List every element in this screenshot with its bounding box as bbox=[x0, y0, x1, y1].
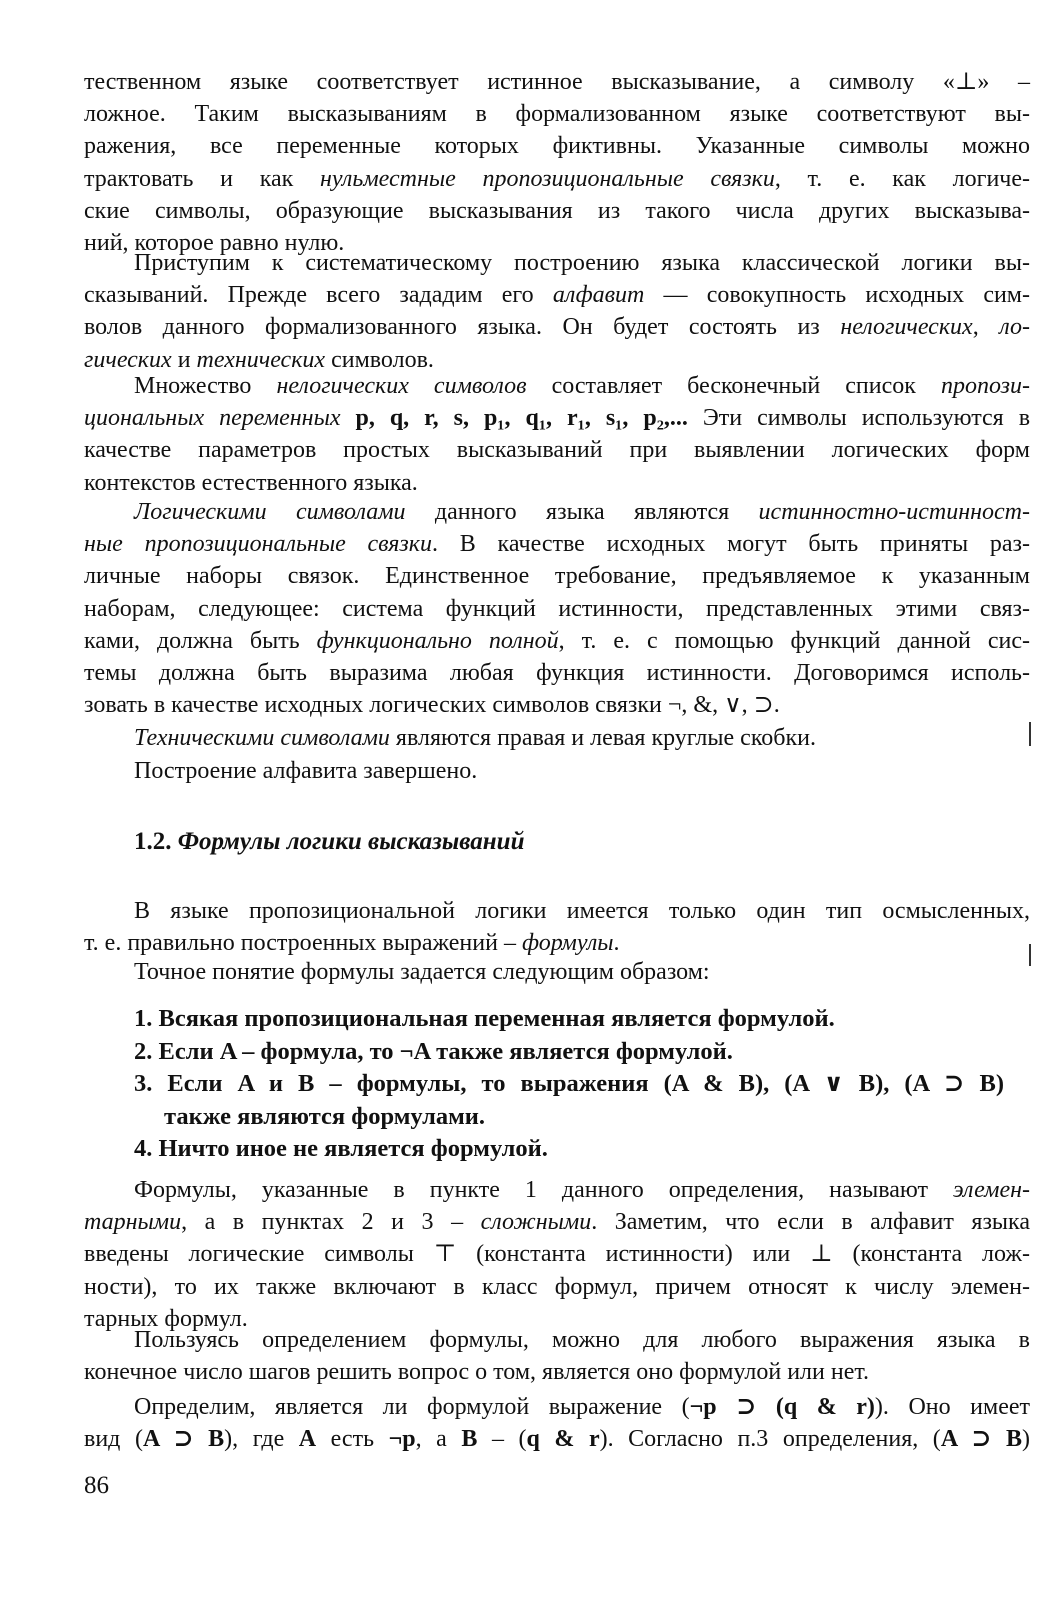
italic-term: Техническими символами bbox=[134, 725, 390, 751]
text-line: конечное число шагов решить вопрос о том, является оно формулой или нет. bbox=[84, 1359, 870, 1386]
text-run: ), где bbox=[224, 1426, 299, 1453]
italic-term: нульместные пропозициональные связки bbox=[320, 165, 775, 192]
text-line bbox=[84, 402, 1030, 434]
italic-term: ло- bbox=[999, 314, 1030, 341]
text-run: ками, должна быть bbox=[84, 627, 317, 654]
text-line bbox=[84, 1391, 1030, 1423]
text-line bbox=[84, 279, 1030, 311]
list-item-text: 4. Ничто иное не является формулой. bbox=[134, 1135, 548, 1162]
text-line bbox=[84, 625, 1030, 657]
italic-term: технических bbox=[196, 346, 326, 373]
text-run: Определим, является ли формулой выражение ( bbox=[134, 1394, 690, 1420]
paragraph-11 bbox=[84, 1391, 1030, 1455]
text-line: темы должна быть выразима любая функция истинности. Договоримся исполь- bbox=[84, 660, 1030, 687]
text-run: – ( bbox=[477, 1426, 527, 1453]
text-run: составляет бесконечный список bbox=[526, 373, 941, 399]
italic-term: функционально полной bbox=[316, 627, 559, 654]
formula: A ⊃ B bbox=[940, 1426, 1023, 1453]
text-run: ). Оно имеет bbox=[874, 1394, 1031, 1420]
text-run: т. е. правильно построенных выражений – bbox=[84, 930, 522, 957]
text-line: ности), то их также включают в класс формул, причем относят к числу элемен- bbox=[84, 1273, 1030, 1300]
variables-list: p, q, r, s, p₁, q₁, r₁, s₁, p₂,... bbox=[355, 405, 688, 432]
text-line bbox=[84, 528, 1030, 560]
text-run: , т. е. с помощью функций данной сис- bbox=[558, 627, 1031, 654]
formula: A ⊃ B bbox=[142, 1426, 225, 1453]
text-line: зовать в качестве исходных логических символов связки ¬, &, ∨, ⊃. bbox=[84, 692, 780, 719]
text-run: ) bbox=[1022, 1426, 1031, 1453]
list-item-text: 1. Всякая пропозициональная переменная является формулой. bbox=[134, 1005, 835, 1032]
text-line bbox=[84, 1206, 1030, 1238]
page-number: 86 bbox=[84, 1472, 109, 1499]
text-run: волов данного формализованного языка. Он будет состоять из bbox=[84, 314, 841, 341]
text-run: , а bbox=[415, 1426, 462, 1453]
italic-term: сложными bbox=[480, 1209, 592, 1236]
text-line: ражения, все переменные которых фиктивны. Указанные символы можно bbox=[84, 133, 1030, 160]
text-run: символов. bbox=[325, 346, 434, 373]
text-line bbox=[84, 1174, 1030, 1206]
formula: B bbox=[461, 1426, 478, 1453]
text-run: и bbox=[171, 346, 197, 373]
text-run: Формулы, указанные в пункте 1 данного определения, называют bbox=[134, 1177, 954, 1203]
italic-term: нелогических bbox=[840, 314, 973, 341]
text-line bbox=[84, 1423, 1030, 1455]
text-run: . Заметим, что если в алфавит языка bbox=[591, 1209, 1030, 1236]
paragraph-7 bbox=[84, 895, 1030, 959]
text-run: сказываний. Прежде всего зададим его bbox=[84, 282, 553, 309]
text-line bbox=[84, 722, 1030, 754]
paragraph-1 bbox=[84, 66, 1030, 259]
text-run: данного языка являются bbox=[405, 499, 759, 525]
text-line bbox=[84, 927, 1030, 959]
formula: ¬p ⊃ (q & r) bbox=[689, 1394, 875, 1420]
list-item bbox=[134, 1003, 1004, 1036]
text-run: вид ( bbox=[84, 1426, 143, 1453]
text-run: . В качестве исходных могут быть приняты раз- bbox=[432, 531, 1030, 558]
list-item-text: 2. Если A – формула, то ¬A также является формулой. bbox=[134, 1037, 733, 1065]
text-line: тарных формул. bbox=[84, 1305, 248, 1332]
paragraph-8 bbox=[84, 956, 1030, 988]
paragraph-3 bbox=[84, 370, 1030, 499]
list-item bbox=[134, 1068, 1004, 1133]
text-line bbox=[84, 370, 1030, 402]
text-run: — совокупность исходных сим- bbox=[644, 282, 1030, 309]
text-run: , т. е. как логиче- bbox=[774, 165, 1031, 192]
text-line: качестве параметров простых высказываний при выявлении логических форм bbox=[84, 437, 1030, 464]
formula: ¬p bbox=[388, 1426, 416, 1453]
text-line: введены логические символы ⊤ (константа истинности) или ⊥ (константа лож- bbox=[84, 1241, 1030, 1268]
margin-mark bbox=[1029, 944, 1031, 966]
text-line: тественном языке соответствует истинное высказывание, а символу «⊥» – bbox=[84, 69, 1030, 95]
text-run: Эти символы используются в bbox=[687, 405, 1031, 432]
formula: q & r bbox=[526, 1426, 600, 1453]
paragraph-2 bbox=[84, 247, 1030, 376]
italic-term: формулы bbox=[521, 930, 614, 957]
text-run: трактовать и как bbox=[84, 165, 321, 192]
text-run: Множество bbox=[134, 373, 277, 399]
text-run: являются правая и левая круглые скобки. bbox=[389, 725, 816, 751]
italic-term: истинностно-истинност- bbox=[758, 499, 1030, 525]
list-item bbox=[134, 1036, 1004, 1069]
italic-term: нелогических символов bbox=[276, 373, 527, 399]
italic-term: пропози- bbox=[940, 373, 1031, 399]
text-run: , а в пунктах 2 и 3 – bbox=[181, 1209, 481, 1236]
text-line: ний, которое равно нулю. bbox=[84, 230, 345, 257]
italic-term: Логическими символами bbox=[134, 499, 406, 525]
formula: A bbox=[298, 1426, 317, 1453]
paragraph-9 bbox=[84, 1174, 1030, 1335]
text-line: личные наборы связок. Единственное требование, предъявляемое к указанным bbox=[84, 563, 1030, 590]
text-run: есть bbox=[316, 1426, 389, 1453]
italic-term: элемен- bbox=[953, 1177, 1030, 1203]
italic-term: тарными bbox=[84, 1209, 182, 1236]
paragraph-5 bbox=[84, 722, 1030, 754]
text-line: Построение алфавита завершено. bbox=[134, 758, 478, 784]
text-run: ). Согласно п.3 определения, ( bbox=[599, 1426, 941, 1453]
text-line: Приступим к систематическому построению языка классической логики вы- bbox=[134, 250, 1030, 276]
text-run: , bbox=[972, 314, 1000, 341]
paragraph-4 bbox=[84, 496, 1030, 721]
text-line: ские символы, образующие высказывания из такого числа других высказыва- bbox=[84, 197, 1030, 224]
italic-term: ные пропозициональные связки bbox=[84, 531, 432, 558]
text-line bbox=[84, 311, 1030, 343]
margin-mark bbox=[1029, 722, 1031, 746]
italic-term: алфавит bbox=[552, 282, 645, 309]
italic-term: гических bbox=[84, 346, 172, 373]
section-number: 1.2. bbox=[134, 828, 172, 855]
list-item-text-continued: также являются формулами. bbox=[164, 1102, 486, 1130]
text-line: контекстов естественного языка. bbox=[84, 469, 418, 496]
text-run: . bbox=[613, 930, 620, 957]
paragraph-6 bbox=[84, 755, 1030, 787]
text-line: наборам, следующее: система функций истинности, представленных этими связ- bbox=[84, 595, 1030, 622]
paragraph-10 bbox=[84, 1324, 1030, 1388]
text-line bbox=[84, 496, 1030, 528]
text-run bbox=[341, 405, 356, 431]
formula-definition-list bbox=[134, 1003, 1004, 1166]
text-line bbox=[84, 163, 1030, 195]
text-line: Пользуясь определением формулы, можно для любого выражения языка в bbox=[134, 1327, 1030, 1353]
text-line: Точное понятие формулы задается следующим образом: bbox=[134, 959, 710, 985]
section-heading bbox=[134, 828, 524, 856]
text-line: ложное. Таким высказываниям в формализованном языке соответствуют вы- bbox=[84, 101, 1030, 128]
text-line: В языке пропозициональной логики имеется только один тип осмысленных, bbox=[134, 898, 1030, 924]
section-title: Формулы логики высказываний bbox=[177, 828, 525, 855]
list-item bbox=[134, 1133, 1004, 1166]
italic-term: циональных переменных bbox=[84, 405, 341, 432]
list-item-text: 3. Если A и B – формулы, то выражения (A & B), (A ∨ B), (A ⊃ B) bbox=[134, 1070, 1004, 1097]
